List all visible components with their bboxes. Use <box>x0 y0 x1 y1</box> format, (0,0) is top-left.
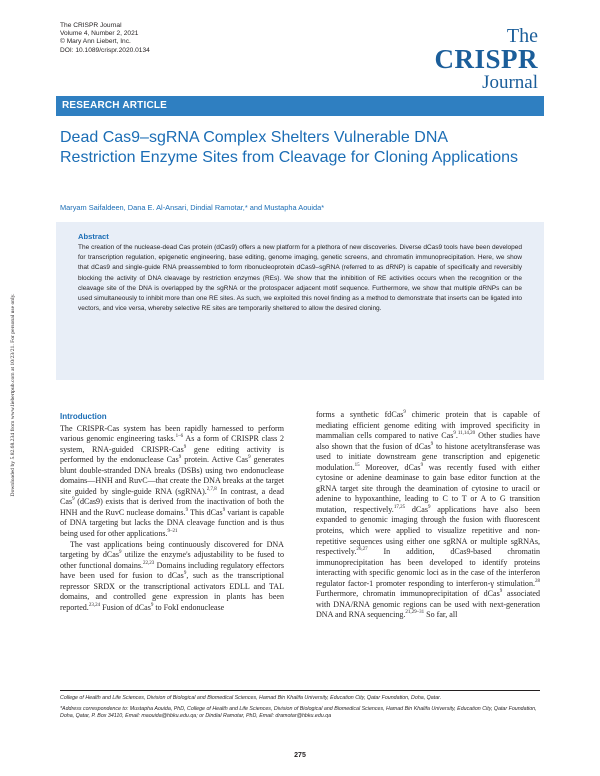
citation-superscript: 9 <box>420 462 424 468</box>
footnotes <box>60 695 540 725</box>
citation-superscript: 9 <box>427 504 431 510</box>
intro-paragraph-1: The CRISPR-Cas system has been rapidly harnessed to perform various genomic engineering tasks.$^{1-6}$ As a form of CRISPR class 2 system, RNA-guided CRISPR-Cas$^9$ gene editing activity is performed by the endonuclease Cas$^9$ protein. Active Cas$^9$ generates blunt double-stranded DNA breaks (DSBs) using two endonuclease domains—HNH and RuvC—that create the DNA breaks at the target site guided by single-guide RNA (sgRNA).$^{2,7,8}$ In contrast, a dead Cas$^9$ (dCas9) exists that is derived from the inactivation of both the HNH and the RuvC nuclease domains.$^9$ This dCas$^9$ variant is capable of DNA targeting but lacks the DNA cleavage function and is thus being used for other applications.$^{9-21}$ <box>60 423 285 539</box>
logo-line-2: CRISPR <box>434 44 538 74</box>
citation-superscript: 9–21 <box>167 529 178 535</box>
citation-superscript: 23,24 <box>88 602 101 608</box>
citation-superscript: 9 <box>119 550 122 556</box>
intro-paragraph-2: The vast applications being continuously discovered for DNA targeting by dCas$^9$ utilize the enzyme's adjustability to be fused to other functional domains.$^{22,23}$ Domains including regulatory effectors have been used for fusion to dCas$^9$, such as the transcriptional repressor SRDX or the transcriptional activators EDLL and TAL domains, and controlled gene expression in plants has been reported.$^{23,24}$ Fusion of dCas$^9$ to FokI endonuclease <box>60 539 285 612</box>
citation-superscript: 21,29–31 <box>405 610 425 616</box>
section-heading-introduction: Introduction <box>60 412 107 421</box>
download-notice-text: Downloaded by 5.82.68.234 from www.liebertpub.com at 10/23/21. For personal use only. <box>10 293 16 497</box>
citation-superscript: 9 <box>222 507 226 513</box>
journal-doi: DOI: 10.1089/crispr.2020.0134 <box>60 46 150 54</box>
logo-line-3: Journal <box>482 72 538 93</box>
author-list: Maryam Saifaldeen, Dana E. Al-Ansari, Dindial Ramotar,* and Mustapha Aouida* <box>60 203 325 212</box>
citation-superscript: 9 <box>453 431 456 437</box>
abstract-box <box>56 222 544 380</box>
citation-superscript: 17,25 <box>393 504 406 510</box>
citation-superscript: 9 <box>248 455 251 461</box>
intro-paragraph-continued: forms a synthetic fdCas$^9$ chimeric protein that is capable of mediating efficient genome editing with improved specificity in mammalian cells compared to native Cas$^9$.$^{11,14,20}$ Other studies have also shown that the fusion of dCas$^9$ to histone acetyltransferase was used to initiate downstream gene transcription and epigenetic modulation.$^{15}$ Moreover, dCas$^9$ was recently fused with either cytosine or adenine deaminase to gain base editor function at the gRNA target site through the deamination of cytosine to uracil or adenine to hypoxanthine, leading to C to T or A to G transition mutation, respectively.$^{17,25}$ dCas$^9$ applications have also been expanded to genomic imaging through the fusion with fluorescent proteins, which were applied to visualize repetitive and non-repetitive sequences using either one sgRNA or multiple sgRNAs, respectively.$^{26,27}$ In addition, dCas9-based chromatin immunoprecipitation has been developed to identify proteins interacting with specific genomic loci as in the case of the interferon regulator factor-1 promoter responding to interferon-γ stimulation.$^{28}$ Furthermore, chromatin immunoprecipitation of dCas$^9$ associated with DNA/RNA genomic regions can be used with next-generation DNA and RNA sequencing.$^{21,29-31}$ So far, all <box>316 410 541 620</box>
footnote-correspondence: *Address correspondence to: Mustapha Aouida, PhD, College of Health and Life Sciences, Division of Biological and Biomedical Sciences, Hamad Bin Khalifa University, Education City, Qatar Foundation, Doha, Qatar, P. Box 34110, Email: maouida@hbku.edu.qa; or Dindial Ramotar, PhD, Email: dramotar@hbku.edu.qa <box>60 706 537 720</box>
citation-superscript: 9 <box>403 410 406 415</box>
citation-superscript: 9 <box>430 441 434 447</box>
citation-superscript: 9 <box>185 507 189 513</box>
article-title: Dead Cas9–sgRNA Complex Shelters Vulnerable DNA Restriction Enzyme Sites from Cleavage for Cloning Applications <box>60 129 518 166</box>
footnote-rule <box>60 690 540 691</box>
citation-superscript: 9 <box>183 444 187 450</box>
journal-logo <box>418 26 538 92</box>
citation-superscript: 15 <box>354 462 360 468</box>
citation-superscript: 22,23 <box>143 560 155 566</box>
footnote-affiliation: College of Health and Life Sciences, Division of Biological and Biomedical Sciences, Hamad Bin Khalifa University, Education City, Qatar Foundation, Doha, Qatar. <box>60 695 442 701</box>
citation-superscript: 2,7,8 <box>206 486 217 492</box>
citation-superscript: 28 <box>535 578 540 584</box>
citation-superscript: 9 <box>150 602 154 608</box>
abstract-heading: Abstract <box>78 232 109 241</box>
citation-superscript: 9 <box>72 497 75 503</box>
citation-superscript: 9 <box>178 455 182 461</box>
abstract-text: The creation of the nuclease-dead Cas protein (dCas9) offers a new platform for a plethora of new discoveries. Diverse dCas9 tools have been developed for transcription regulation, epigenetic engineering, base editing, genome imaging, genetic screens, and chromatin immunoprecipitation. Here, we show that dCas9 and single-guide RNA preassembled to form ribonucleoprotein dCas9–sgRNA (referred to as dRNP) is capable of specifically and reversibly blocking the activity of DNA cleavage by restriction enzymes (REs). We show that the inhibition of RE activities occurs when the recognition or the cleavage site of the DNA is overlapped by the sgRNA or the protospacer adjacent motif sequence. Furthermore, we show that multiple dRNPs can be used simultaneously to inhibit more than one RE sites. As such, we exploited this novel finding as a method to demonstrate that inserts can be ligated into vectors, and vice versa, whereby selective RE sites are temporarily sheltered to allow the desired cloning. <box>78 244 522 313</box>
left-column <box>60 412 284 613</box>
right-column <box>316 410 540 621</box>
citation-superscript: 1–6 <box>175 434 184 440</box>
journal-meta <box>60 22 150 55</box>
journal-copyright: © Mary Ann Liebert, Inc. <box>60 38 131 46</box>
citation-superscript: 11,14,20 <box>457 431 476 437</box>
journal-name: The CRISPR Journal <box>60 22 122 29</box>
citation-superscript: 26,27 <box>356 547 368 553</box>
logo-line-1: The <box>506 25 538 47</box>
citation-superscript: 9 <box>183 571 187 577</box>
citation-superscript: 9 <box>499 589 503 595</box>
download-notice <box>3 260 23 530</box>
page-number: 275 <box>294 752 306 759</box>
article-type-banner: RESEARCH ARTICLE <box>56 96 544 116</box>
journal-volume: Volume 4, Number 2, 2021 <box>60 30 139 38</box>
